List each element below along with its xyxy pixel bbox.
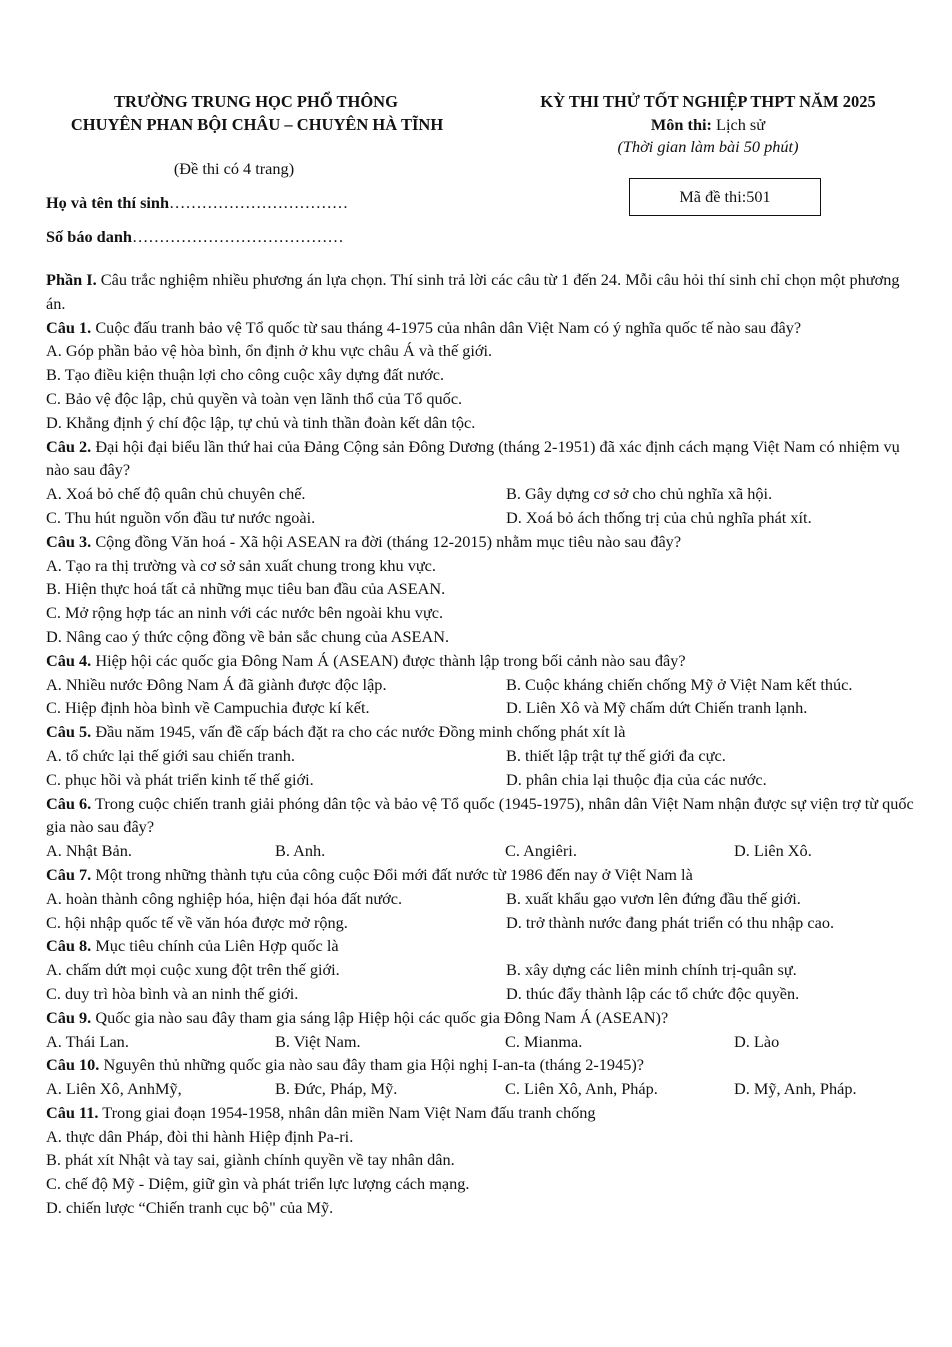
question-7	[46, 863, 922, 934]
option-c[interactable]: C. Hiệp định hòa bình về Campuchia được kí kết.	[46, 698, 370, 718]
question-number: Câu 2.	[46, 436, 92, 456]
question-text: Trong cuộc chiến tranh giải phóng dân tộc và bảo vệ Tổ quốc (1945-1975), nhân dân Việt Nam nhận được sự viện trợ từ quốc gia nào sau đây?	[46, 793, 914, 837]
option-a[interactable]: A. Góp phần bảo vệ hòa bình, ổn định ở khu vực châu Á và thế giới.	[46, 341, 493, 361]
question-5	[46, 720, 922, 791]
option-b[interactable]: B. thiết lập trật tự thế giới đa cực.	[506, 745, 726, 765]
pages-note: (Đề thi có 4 trang)	[173, 159, 295, 178]
option-d[interactable]: D. Lào	[734, 1031, 780, 1051]
question-stem	[46, 435, 922, 483]
question-number: Câu 1.	[46, 317, 92, 337]
question-text: Mục tiêu chính của Liên Hợp quốc là	[91, 936, 339, 956]
question-text: Cuộc đấu tranh bảo vệ Tổ quốc từ sau tháng 4-1975 của nhân dân Việt Nam có ý nghĩa quốc tế nào sau đây?	[91, 317, 802, 337]
option-b[interactable]: B. xuất khẩu gạo vươn lên đứng đầu thế giới.	[506, 888, 801, 908]
candidate-name-dots: ……………………………	[169, 193, 349, 212]
option-d[interactable]: D. thúc đẩy thành lập các tổ chức độc quyền.	[506, 983, 800, 1003]
option-d[interactable]: D. Nâng cao ý thức cộng đồng về bản sắc chung của ASEAN.	[46, 626, 450, 646]
option-d[interactable]: D. Liên Xô và Mỹ chấm dứt Chiến tranh lạnh.	[506, 698, 808, 718]
option-b[interactable]: B. Đức, Pháp, Mỹ.	[275, 1079, 398, 1099]
question-stem	[46, 792, 922, 840]
option-d[interactable]: D. Liên Xô.	[734, 841, 812, 861]
option-c[interactable]: C. hội nhập quốc tế về văn hóa được mở rộng.	[46, 912, 348, 932]
question-3	[46, 530, 922, 649]
option-a[interactable]: A. Nhật Bản.	[46, 841, 132, 861]
option-d[interactable]: D. Xoá bỏ ách thống trị của chủ nghĩa phát xít.	[506, 507, 812, 527]
question-stem	[46, 530, 922, 554]
question-number: Câu 6.	[46, 793, 92, 813]
question-text: Hiệp hội các quốc gia Đông Nam Á (ASEAN) được thành lập trong bối cảnh nào sau đây?	[91, 650, 686, 670]
option-a[interactable]: A. Tạo ra thị trường và cơ sở sản xuất chung trong khu vực.	[46, 555, 436, 575]
question-9	[46, 1006, 922, 1054]
question-text: Một trong những thành tựu của công cuộc Đổi mới đất nước từ 1986 đến nay ở Việt Nam là	[91, 864, 693, 884]
option-c[interactable]: C. Mianma.	[505, 1031, 583, 1051]
option-c[interactable]: C. Bảo vệ độc lập, chủ quyền và toàn vẹn lãnh thổ của Tổ quốc.	[46, 388, 463, 408]
candidate-id-label: Số báo danh	[46, 227, 132, 246]
exam-content	[46, 268, 922, 1220]
question-stem	[46, 720, 922, 744]
exam-code: Mã đề thi:501	[679, 187, 771, 206]
option-b[interactable]: B. Anh.	[275, 841, 326, 861]
question-text: Nguyên thủ những quốc gia nào sau đây tham gia Hội nghị I-an-ta (tháng 2-1945)?	[99, 1055, 645, 1075]
option-d[interactable]: D. phân chia lại thuộc địa của các nước.	[506, 769, 767, 789]
question-number: Câu 10.	[46, 1055, 100, 1075]
subject-value: Lịch sử	[711, 115, 766, 134]
option-a[interactable]: A. Nhiều nước Đông Nam Á đã giành được độc lập.	[46, 674, 387, 694]
option-d[interactable]: D. trở thành nước đang phát triển có thu nhập cao.	[506, 912, 835, 932]
candidate-id-dots: …………………………………	[131, 227, 344, 246]
option-b[interactable]: B. Gây dựng cơ sở cho chủ nghĩa xã hội.	[506, 484, 773, 504]
candidate-name-label: Họ và tên thí sinh	[46, 193, 170, 212]
option-c[interactable]: C. duy trì hòa bình và an ninh thế giới.	[46, 983, 299, 1003]
question-text: Đầu năm 1945, vấn đề cấp bách đặt ra cho các nước Đồng minh chống phát xít là	[91, 722, 626, 742]
question-10	[46, 1053, 922, 1101]
candidate-id-line	[46, 227, 344, 247]
question-text: Quốc gia nào sau đây tham gia sáng lập Hiệp hội các quốc gia Đông Nam Á (ASEAN)?	[91, 1007, 669, 1027]
option-d[interactable]: D. Khẳng định ý chí độc lập, tự chủ và tinh thần đoàn kết dân tộc.	[46, 412, 476, 432]
option-d[interactable]: D. chiến lược “Chiến tranh cục bộ" của Mỹ.	[46, 1198, 334, 1218]
question-stem	[46, 934, 922, 958]
school-name-line-1: TRƯỜNG TRUNG HỌC PHỔ THÔNG	[114, 92, 398, 111]
option-b[interactable]: B. Tạo điều kiện thuận lợi cho công cuộc xây dựng đất nước.	[46, 365, 445, 385]
exam-code-box	[629, 178, 821, 216]
option-a[interactable]: A. Xoá bỏ chế độ quân chủ chuyên chế.	[46, 484, 306, 504]
question-number: Câu 11.	[46, 1102, 99, 1122]
option-a[interactable]: A. hoàn thành công nghiệp hóa, hiện đại hóa đất nước.	[46, 888, 403, 908]
option-b[interactable]: B. phát xít Nhật và tay sai, giành chính quyền về tay nhân dân.	[46, 1150, 455, 1170]
option-a[interactable]: A. Liên Xô, AnhMỹ,	[46, 1079, 182, 1099]
option-b[interactable]: B. Việt Nam.	[275, 1031, 361, 1051]
option-a[interactable]: A. tổ chức lại thế giới sau chiến tranh.	[46, 745, 295, 765]
school-name-line-2: CHUYÊN PHAN BỘI CHÂU – CHUYÊN HÀ TĨNH	[70, 115, 444, 134]
subject-line	[508, 115, 908, 135]
question-number: Câu 8.	[46, 936, 92, 956]
option-b[interactable]: B. Hiện thực hoá tất cả những mục tiêu ban đầu của ASEAN.	[46, 579, 446, 599]
part1-intro	[46, 268, 922, 316]
question-8	[46, 934, 922, 1005]
option-c[interactable]: C. chế độ Mỹ - Diệm, giữ gìn và phát triển lực lượng cách mạng.	[46, 1174, 470, 1194]
question-number: Câu 7.	[46, 864, 92, 884]
option-a[interactable]: A. chấm dứt mọi cuộc xung đột trên thế giới.	[46, 960, 340, 980]
option-a[interactable]: A. Thái Lan.	[46, 1031, 129, 1051]
option-b[interactable]: B. xây dựng các liên minh chính trị-quân sự.	[506, 960, 797, 980]
option-b[interactable]: B. Cuộc kháng chiến chống Mỹ ở Việt Nam kết thúc.	[506, 674, 853, 694]
question-stem	[46, 1101, 922, 1125]
option-c[interactable]: C. Angiêri.	[505, 841, 577, 861]
part1-title: Phần I.	[46, 270, 97, 289]
option-d[interactable]: D. Mỹ, Anh, Pháp.	[734, 1079, 857, 1099]
question-text: Đại hội đại biểu lần thứ hai của Đảng Cộng sản Đông Dương (tháng 2-1951) đã xác định cách mạng Việt Nam có nhiệm vụ nào sau đây?	[46, 436, 900, 480]
candidate-name-line	[46, 193, 348, 213]
question-number: Câu 9.	[46, 1007, 92, 1027]
question-2	[46, 435, 922, 530]
question-4	[46, 649, 922, 720]
question-6	[46, 792, 922, 863]
time-note-text: (Thời gian làm bài 50 phút)	[617, 137, 799, 156]
question-number: Câu 3.	[46, 531, 92, 551]
subject-label: Môn thi:	[650, 115, 712, 134]
question-text: Cộng đồng Văn hoá - Xã hội ASEAN ra đời (tháng 12-2015) nhằm mục tiêu nào sau đây?	[91, 531, 682, 551]
option-c[interactable]: C. phục hồi và phát triển kinh tế thế giới.	[46, 769, 314, 789]
question-stem	[46, 863, 922, 887]
option-c[interactable]: C. Mở rộng hợp tác an ninh với các nước bên ngoài khu vực.	[46, 603, 444, 623]
question-stem	[46, 1006, 922, 1030]
part1-intro-text: Câu trắc nghiệm nhiều phương án lựa chọn. Thí sinh trả lời các câu từ 1 đến 24. Mỗi câu hỏi thí sinh chỉ chọn một phương án.	[46, 270, 900, 313]
question-stem	[46, 649, 922, 673]
option-c[interactable]: C. Liên Xô, Anh, Pháp.	[505, 1079, 658, 1099]
question-number: Câu 5.	[46, 722, 92, 742]
option-a[interactable]: A. thực dân Pháp, đòi thi hành Hiệp định Pa-ri.	[46, 1126, 354, 1146]
question-stem	[46, 1053, 922, 1077]
question-stem	[46, 316, 922, 340]
question-text: Trong giai đoạn 1954-1958, nhân dân miền Nam Việt Nam đấu tranh chống	[98, 1102, 596, 1122]
exam-title: KỲ THI THỬ TỐT NGHIỆP THPT NĂM 2025	[540, 92, 876, 111]
question-1	[46, 316, 922, 435]
question-11	[46, 1101, 922, 1220]
time-note	[508, 137, 908, 157]
option-c[interactable]: C. Thu hút nguồn vốn đầu tư nước ngoài.	[46, 507, 316, 527]
question-number: Câu 4.	[46, 650, 92, 670]
